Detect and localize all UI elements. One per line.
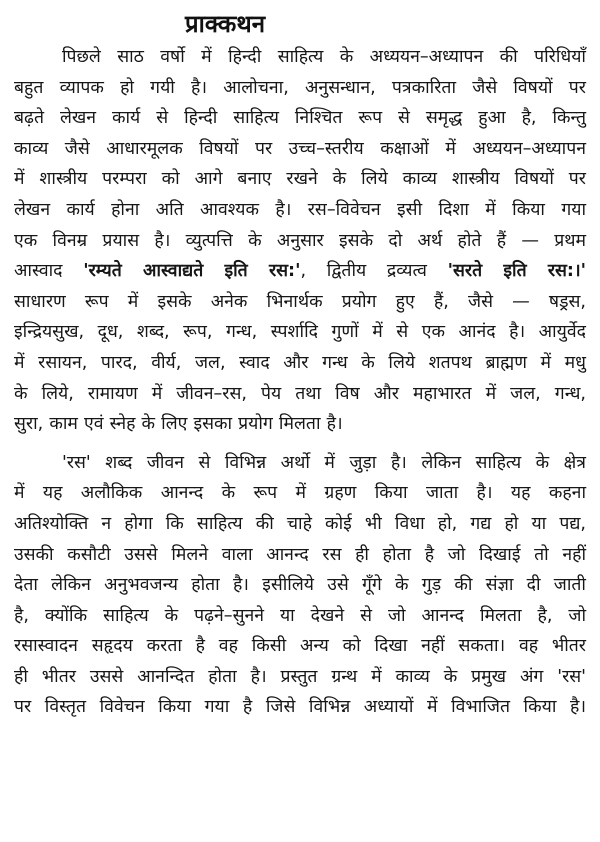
sanskrit-quote-2: 'सरते इति रस:।' xyxy=(447,261,587,282)
text-line: में यह अलौकिक आनन्द के रूप में ग्रहण किया जाता है। यह कहना xyxy=(14,483,586,504)
text-segment: , द्वितीय द्रव्यत्व xyxy=(300,261,448,282)
text-line: पिछले साठ वर्षो में हिन्दी साहित्य के अध्ययन–अध्यापन की परिधियाँ xyxy=(62,47,586,67)
text-line: के लिये, रामायण में जीवन–रस, पेय तथा विष और महाभारत में जल, गन्ध, xyxy=(14,383,586,404)
text-line: बढ़ते लेखन कार्य से हिन्दी साहित्य निश्चित रूप से समृद्ध हुआ है, किन्तु xyxy=(14,108,586,129)
text-segment: आस्वाद xyxy=(14,261,84,282)
text-line: ही भीतर उससे आनन्दित होता है। प्रस्तुत ग्रन्थ में काव्य के प्रमुख अंग 'रस' xyxy=(14,666,586,687)
text-line: पर विस्तृत विवेचन किया गया है जिसे विभिन्न अध्यायों में विभाजित किया है। xyxy=(14,697,586,718)
text-line: रसास्वादन सहृदय करता है वह किसी अन्य को दिखा नहीं सकता। वह भीतर xyxy=(14,636,586,657)
text-line: उसकी कसौटी उससे मिलने वाला आनन्द रस ही होता है जो दिखाई तो नहीं xyxy=(14,544,586,565)
text-line: देता लेकिन अनुभवजन्य होता है। इसीलिये उसे गूँगे के गुड़ की संज्ञा दी जाती xyxy=(14,575,586,596)
text-line: में शास्त्रीय परम्परा को आगे बनाए रखने के लिये काव्य शास्त्रीय विषयों पर xyxy=(14,169,586,190)
text-line: है, क्योंकि साहित्य के पढ़ने–सुनने या देखने से जो आनन्द मिलता है, जो xyxy=(14,605,586,626)
text-line: काव्य जैसे आधारमूलक विषयों पर उच्च–स्तरीय कक्षाओं में अध्ययन–अध्यापन xyxy=(14,138,586,159)
text-line: साधारण रूप में इसके अनेक भिनार्थक प्रयोग हुए हैं, जैसे — षड्रस, xyxy=(14,291,586,312)
text-line: इन्द्रियसुख, दूध, शब्द, रूप, गन्ध, स्पर्शादि गुणों में से एक आनंद है। आयुर्वेद xyxy=(14,322,586,343)
paragraph-1 xyxy=(14,42,586,440)
text-line: एक विनम्र प्रयास है। व्युत्पत्ति के अनुसार इसके दो अर्थ होते हैं — प्रथम xyxy=(14,230,586,251)
text-line: अतिश्योक्ति न होगा कि साहित्य की चाहे कोई भी विधा हो, गद्य हो या पद्य, xyxy=(14,513,586,534)
text-line-with-quotes xyxy=(14,256,586,287)
text-line: बहुत व्यापक हो गयी है। आलोचना, अनुसन्धान, पत्रकारिता जैसे विषयों पर xyxy=(14,77,586,98)
sanskrit-quote-1: 'रम्यते आस्वाद्यते इति रस:' xyxy=(83,261,301,282)
text-line: में रसायन, पारद, वीर्य, जल, स्वाद और गन्ध के लिये शतपथ ब्राह्मण में मधु xyxy=(14,352,586,373)
text-line: लेखन कार्य होना अति आवश्यक है। रस–विवेचन इसी दिशा में किया गया xyxy=(14,199,586,220)
page-title: प्राक्कथन xyxy=(184,10,266,38)
paragraph-2 xyxy=(14,448,586,723)
text-line: 'रस' शब्द जीवन से विभिन्न अर्थो में जुड़ा है। लेकिन साहित्य के क्षेत्र xyxy=(62,452,586,473)
text-line: सुरा, काम एवं स्नेह के लिए इसका प्रयोग मिलता है। xyxy=(14,414,343,435)
